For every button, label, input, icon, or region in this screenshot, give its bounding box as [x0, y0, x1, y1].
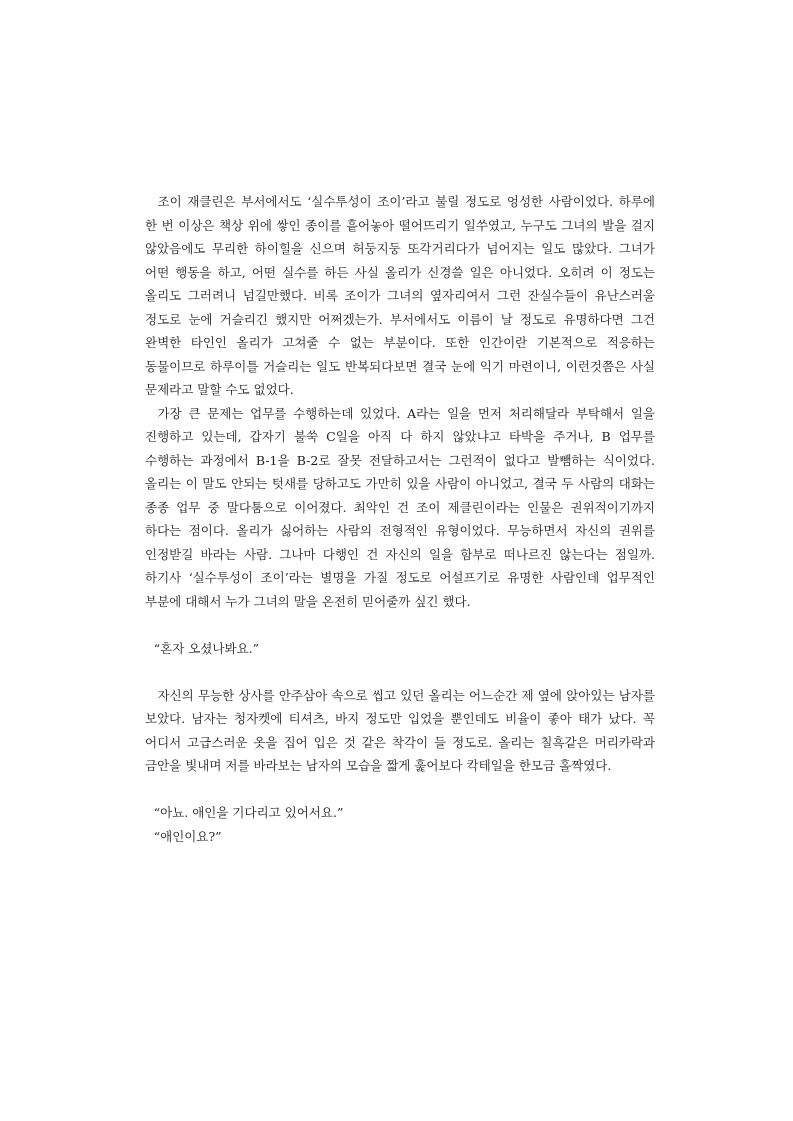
dialogue-line: “아뇨. 애인을 기다리고 있어서요.”	[153, 805, 344, 820]
dialogue-line: “혼자 오셨나봐요.”	[153, 640, 260, 656]
paragraph-spacer	[145, 613, 655, 637]
paragraph-spacer	[145, 778, 655, 802]
paragraph-spacer	[145, 660, 655, 684]
paragraph-work-problem: 가장 큰 문제는 업무를 수행하는데 있었다. A라는 일을 먼저 처리해달라 부탁해서 일을 진행하고 있는데, 갑자기 불쑥 C일을 아직 다 하지 않았냐고 타박을 주거나, B 업무를 수행하는 과정에서 B-1을 B-2로 잘못 전달하고서는 그런적이 없다고 발뺌하는 식이었다. 올리는 이 말도 안되는 텃새를 당하고도 가만히 있을 사람이 아니었고, 결국 두 사람의 대화는 종종 업무 중 말다툼으로 이어졌다. 최악인 건 조이 제클린이라는 인물은 권위적이기까지 하다는 점이다. 올리가 싫어하는 사람의 전형적인 유형이었다. 무능하면서 자신의 권위를 인정받길 바라는 사람. 그나마 다행인 건 자신의 일을 함부로 떠나르진 않는다는 점일까. 하기사 ‘실수투성이 조이’라는 별명을 가질 정도로 어설프기로 유명한 사람인데 업무적인 부분에 대해서 누가 그녀의 말을 온전히 믿어줄까 싶긴 했다.	[145, 405, 655, 609]
dialogue-line: “애인이요?”	[153, 828, 222, 844]
document-body	[145, 190, 655, 848]
paragraph-joy-description: 조이 재클린은 부서에서도 ‘실수투성이 조이’라고 불릴 정도로 엉성한 사람이었다. 하루에 한 번 이상은 책상 위에 쌓인 종이를 흩어놓아 떨어뜨리기 일쑤였고, 누구도 그녀의 발을 걸지 않았음에도 무리한 하이힐을 신으며 허둥지둥 또각거리다가 넘어지는 일도 많았다. 그녀가 어떤 행동을 하고, 어떤 실수를 하든 사실 올리가 신경쓸 일은 아니었다. 오히려 이 정도는 올리도 그러려니 넘길만했다. 비록 조이가 그녀의 옆자리여서 그런 잔실수들이 유난스러울 정도로 눈에 거슬리긴 했지만 어쩌겠는가. 부서에서도 이름이 날 정도로 유명하다면 그건 완벽한 타인인 올리가 고쳐줄 수 없는 부분이다. 또한 인간이란 기본적으로 적응하는 동물이므로 하루이틀 거슬리는 일도 반복되다보면 결국 눈에 익기 마련이니, 이런것쯤은 사실 문제라고 말할 수도 없었다.	[145, 194, 655, 397]
paragraph-man-description: 자신의 무능한 상사를 안주삼아 속으로 씹고 있던 올리는 어느순간 제 옆에 앉아있는 남자를 보았다. 남자는 청자켓에 티셔츠, 바지 정도만 입었을 뿐인데도 비율이 좋아 태가 났다. 꼭 어디서 고급스러운 옷을 집어 입은 것 같은 착각이 들 정도로. 올리는 칠흑같은 머리카락과 금안을 빛내며 저를 바라보는 남자의 모습을 짧게 훑어보다 칵테일을 한모금 홀짝였다.	[145, 687, 655, 773]
